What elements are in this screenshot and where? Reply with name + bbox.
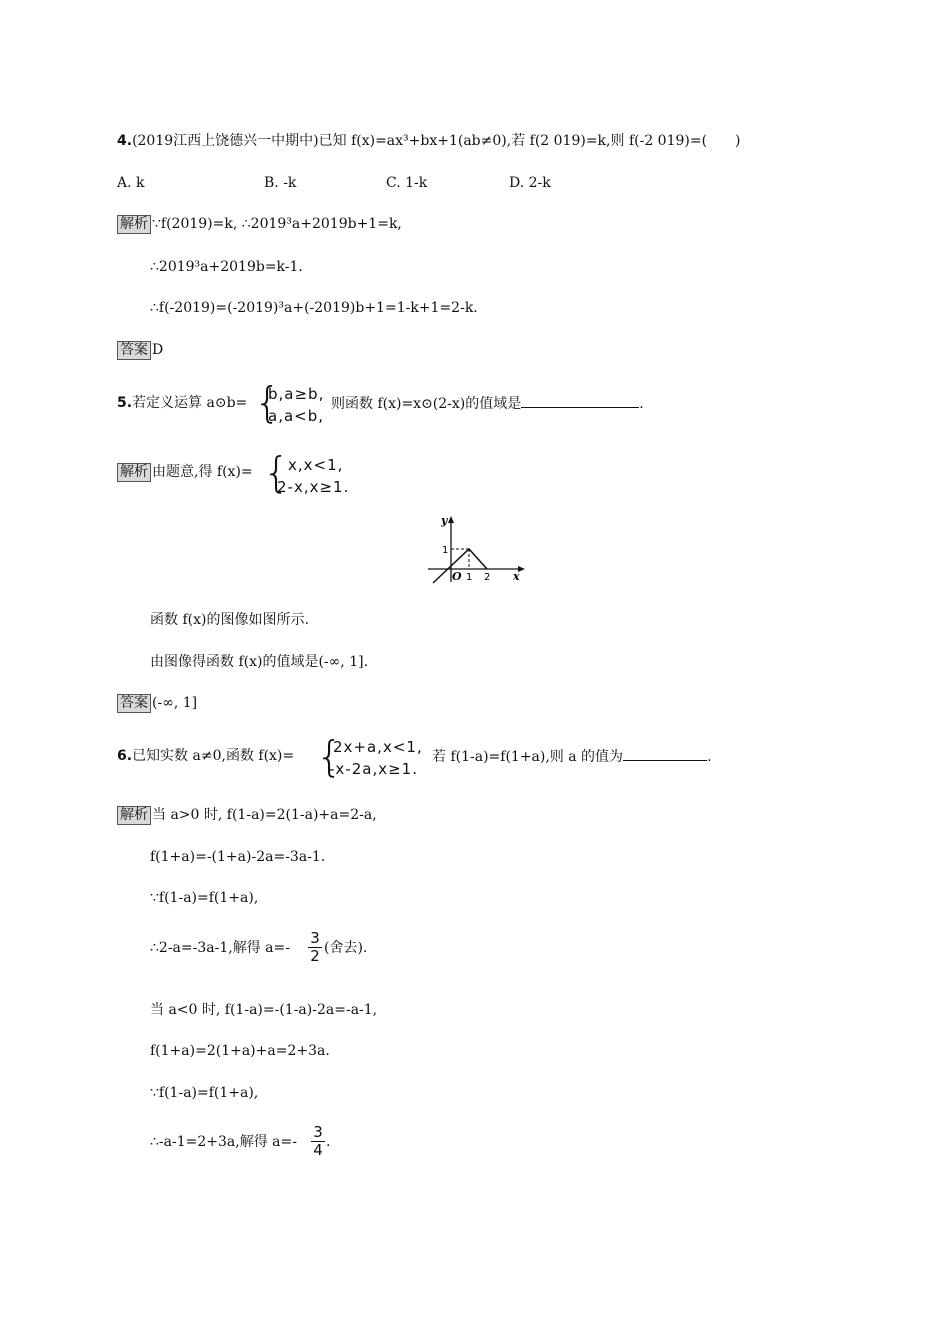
frac1-denominator: 2 bbox=[308, 947, 322, 965]
frac1-numerator: 3 bbox=[310, 929, 320, 947]
q6-sol-l5: 当 a<0 时, f(1-a)=-(1-a)-2a=-a-1, bbox=[150, 1002, 378, 1018]
q4-option-b: B. -k bbox=[264, 175, 297, 191]
q6-answer-blank bbox=[623, 746, 707, 761]
q6-sol-l4b: (舍去). bbox=[324, 940, 368, 956]
q6-sol-l2: f(1+a)=-(1+a)-2a=-3a-1. bbox=[150, 849, 326, 865]
q6-sol-l4a: ∴2-a=-3a-1,解得 a=- bbox=[150, 940, 290, 956]
q6-brace: { bbox=[316, 732, 343, 781]
q4-jiexi-tag: 解析 bbox=[117, 215, 151, 234]
q6-stem-end bbox=[432, 746, 712, 767]
q4-sol-text-1: ∵f(2019)=k, ∴2019³a+2019b+1=k, bbox=[152, 216, 402, 232]
q5-brace: { bbox=[254, 378, 281, 427]
frac2-denominator: 4 bbox=[311, 1141, 325, 1159]
q5-sol-line-range: 由图像得函数 f(x)的值域是(-∞, 1]. bbox=[150, 654, 369, 670]
q4-sol-text-2: ∴2019³a+2019b=k-1. bbox=[150, 259, 303, 275]
q4-option-a: A. k bbox=[117, 175, 145, 191]
q5-case-1: b,a≥b, bbox=[268, 385, 325, 403]
q5-stem-end bbox=[331, 393, 644, 414]
q6-sol-l6: f(1+a)=2(1+a)+a=2+3a. bbox=[150, 1043, 330, 1059]
q5-answer-blank bbox=[521, 393, 639, 408]
q6-jiexi-tag: 解析 bbox=[117, 806, 151, 825]
q5-answer-line bbox=[117, 693, 197, 713]
q5-sol-a: 由题意,得 f(x)= bbox=[152, 464, 253, 480]
q5-sol-line-graph: 函数 f(x)的图像如图所示. bbox=[150, 612, 309, 628]
q5-sol-brace: { bbox=[263, 448, 290, 497]
q6-case-2: -x-2a,x≥1. bbox=[329, 760, 418, 778]
q4-sol-text-3: ∴f(-2019)=(-2019)³a+(-2019)b+1=1-k+1=2-k. bbox=[150, 300, 478, 316]
q6-sol-l8a: ∴-a-1=2+3a,解得 a=- bbox=[150, 1134, 297, 1150]
q6-number: 6. bbox=[117, 748, 133, 764]
tick-x-2: 2 bbox=[484, 572, 491, 583]
q4-stem: (2019江西上饶德兴一中期中)已知 f(x)=ax³+bx+1(ab≠0),若 f(2 019)=k,则 f(-2 019)=( ) bbox=[132, 133, 741, 149]
q6-stem-period: . bbox=[707, 749, 712, 765]
tick-x-1: 1 bbox=[466, 572, 473, 583]
q5-case-2: a,a<b, bbox=[268, 407, 325, 425]
q4-answer-tag: 答案 bbox=[117, 341, 151, 360]
q4-number: 4. bbox=[117, 133, 133, 149]
origin-label: O bbox=[452, 570, 462, 583]
x-axis-label: x bbox=[513, 570, 520, 583]
q6-solution-start bbox=[117, 805, 377, 825]
q6-fraction-3-4 bbox=[311, 1124, 325, 1159]
q6-stem-start bbox=[117, 746, 294, 766]
q5-sol-case-1: x,x<1, bbox=[288, 456, 344, 474]
q4-answer: D bbox=[152, 342, 164, 358]
q4-solution-line-1 bbox=[117, 214, 402, 234]
q4-answer-line bbox=[117, 340, 163, 360]
q4-stem-line bbox=[117, 131, 741, 151]
q4-option-c: C. 1-k bbox=[386, 175, 428, 191]
q5-solution-start bbox=[117, 462, 253, 482]
q5-stem-b: 则函数 f(x)=x⊙(2-x)的值域是 bbox=[331, 396, 522, 412]
q5-stem-start bbox=[117, 393, 247, 413]
q5-jiexi-tag: 解析 bbox=[117, 463, 151, 482]
q5-answer-tag: 答案 bbox=[117, 694, 151, 713]
q5-stem-a: 若定义运算 a⊙b= bbox=[132, 395, 248, 411]
q5-answer: (-∞, 1] bbox=[152, 695, 198, 711]
q6-case-1: 2x+a,x<1, bbox=[333, 738, 423, 756]
q6-fraction-3-2 bbox=[308, 930, 322, 965]
q5-sol-case-2: 2-x,x≥1. bbox=[277, 478, 350, 496]
q6-sol-l1: 当 a>0 时, f(1-a)=2(1-a)+a=2-a, bbox=[152, 807, 377, 823]
q6-sol-l7: ∵f(1-a)=f(1+a), bbox=[150, 1085, 259, 1101]
y-axis-arrow bbox=[448, 516, 454, 523]
q5-function-graph bbox=[424, 512, 528, 584]
q4-option-d: D. 2-k bbox=[509, 175, 551, 191]
q6-sol-l8b: . bbox=[326, 1134, 331, 1150]
q5-number: 5. bbox=[117, 395, 133, 411]
q5-stem-period: . bbox=[639, 396, 644, 412]
frac2-numerator: 3 bbox=[313, 1123, 323, 1141]
q6-stem-a: 已知实数 a≠0,函数 f(x)= bbox=[132, 748, 295, 764]
tick-y-1: 1 bbox=[442, 545, 449, 556]
y-axis-label: y bbox=[441, 514, 448, 527]
q6-stem-b: 若 f(1-a)=f(1+a),则 a 的值为 bbox=[432, 749, 624, 765]
q6-sol-l3: ∵f(1-a)=f(1+a), bbox=[150, 890, 259, 906]
